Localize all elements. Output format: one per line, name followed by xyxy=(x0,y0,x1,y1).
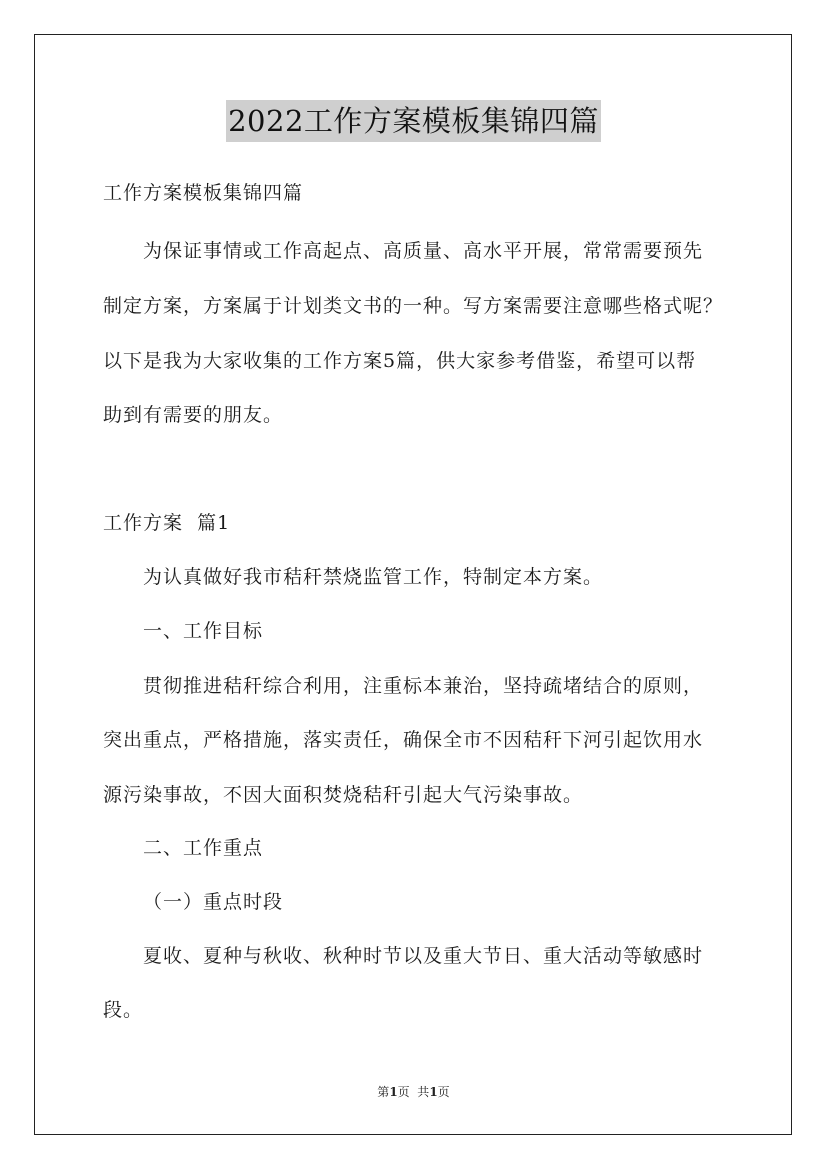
intro-line: 为保证事情或工作高起点、高质量、高水平开展，常常需要预先 xyxy=(143,240,704,262)
footer-page-number: 1 xyxy=(389,1085,398,1099)
period-text-line: 段。 xyxy=(103,999,144,1021)
footer-mid: 页 共 xyxy=(397,1085,430,1099)
subtitle: 工作方案模板集锦四篇 xyxy=(103,182,304,204)
footer-suffix: 页 xyxy=(437,1085,450,1099)
goal-text-line: 贯彻推进秸秆综合利用，注重标本兼治，坚持疏堵结合的原则， xyxy=(143,675,704,697)
goal-text-line: 突出重点，严格措施，落实责任，确保全市不因秸秆下河引起饮用水 xyxy=(103,729,704,751)
footer-prefix: 第 xyxy=(377,1085,390,1099)
intro-line: 制定方案，方案属于计划类文书的一种。写方案需要注意哪些格式呢？ xyxy=(103,295,724,317)
intro-line: 助到有需要的朋友。 xyxy=(103,404,284,426)
section-intro: 为认真做好我市秸秆禁烧监管工作，特制定本方案。 xyxy=(143,566,604,588)
title-container xyxy=(0,100,827,142)
goal-heading: 一、工作目标 xyxy=(143,620,264,642)
page-footer xyxy=(0,1083,827,1100)
focus-heading: 二、工作重点 xyxy=(143,837,264,859)
footer-page-total: 1 xyxy=(429,1085,438,1099)
goal-text-line: 源污染事故，不因大面积焚烧秸秆引起大气污染事故。 xyxy=(103,784,584,806)
intro-line: 以下是我为大家收集的工作方案5篇，供大家参考借鉴，希望可以帮 xyxy=(103,350,697,372)
document-title: 2022工作方案模板集锦四篇 xyxy=(226,100,601,142)
period-text-line: 夏收、夏种与秋收、秋种时节以及重大节日、重大活动等敏感时 xyxy=(143,945,704,967)
period-heading: （一）重点时段 xyxy=(143,891,284,913)
section-heading: 工作方案 篇1 xyxy=(103,512,231,534)
